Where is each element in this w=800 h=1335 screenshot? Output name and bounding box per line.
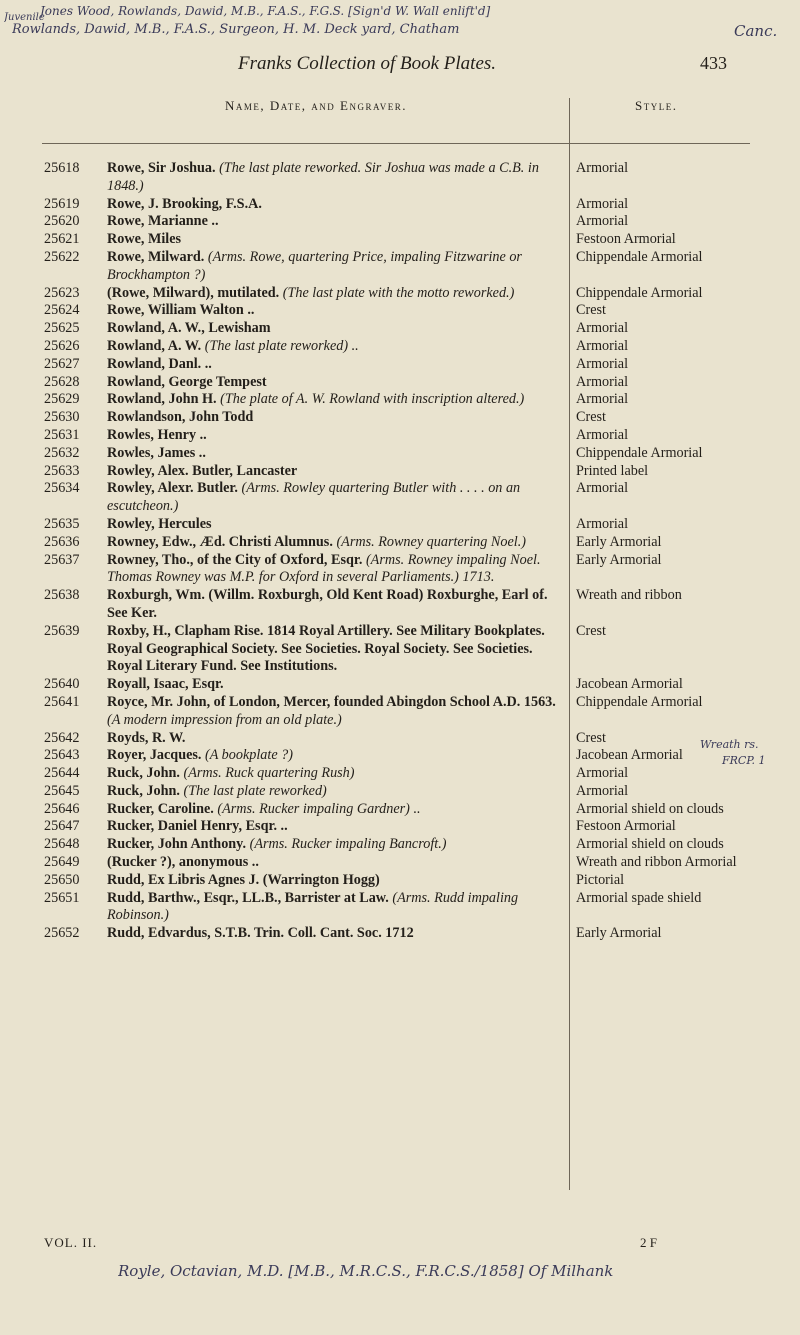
entry-name [107, 249, 562, 285]
entry-owner: Rowney, Edw., Æd. Christi Alumnus. [107, 533, 333, 550]
entry-number: 25631 [44, 426, 80, 443]
entry-owner: Rudd, Ex Libris Agnes J. (Warrington Hogg) [107, 871, 380, 888]
entry-number: 25621 [44, 231, 80, 248]
handwritten-margin-note: Wreath rs. [700, 738, 759, 751]
entry-owner: Rowe, Sir Joshua. [107, 160, 216, 176]
entry-number: 25620 [44, 213, 80, 230]
entry-note: (The last plate reworked) [183, 782, 327, 799]
entry-note: (Arms. Rowney quartering Noel.) [336, 533, 526, 550]
entry-number: 25633 [44, 462, 80, 479]
entry-name [107, 676, 562, 694]
list-item [0, 338, 800, 356]
entry-number: 25641 [44, 693, 80, 710]
entry-style: Early Armorial [576, 533, 662, 550]
entry-owner: Rowney, Tho., of the City of Oxford, Esqr. [107, 551, 363, 568]
entry-style: Armorial [576, 160, 629, 176]
entry-number: 25636 [44, 533, 80, 550]
entry-name [107, 801, 562, 819]
entry-name [107, 160, 562, 196]
entry-style: Armorial shield on clouds [576, 836, 724, 853]
handwritten-annotation-top: Jones Wood, Rowlands, Dawid, M.B., F.A.S., F.G.S. [Sign'd W. Wall enlift'd] [40, 4, 491, 18]
entry-name [107, 783, 562, 801]
entry-owner: (Rucker ?), anonymous .. [107, 854, 259, 871]
entry-number: 25623 [44, 284, 80, 301]
list-item [0, 231, 800, 249]
entry-name [107, 854, 562, 872]
entry-style: Armorial [576, 355, 629, 372]
entry-note: (The last plate reworked. Sir Joshua was made a C.B. in 1848.) [107, 160, 539, 194]
entry-name [107, 890, 562, 926]
list-item [0, 676, 800, 694]
entry-style: Crest [576, 622, 606, 639]
entry-style: Jacobean Armorial [576, 747, 683, 764]
list-item [0, 694, 800, 730]
list-item [0, 302, 800, 320]
entry-name [107, 391, 562, 409]
list-item [0, 836, 800, 854]
entry-owner: Rowland, George Tempest [107, 373, 267, 390]
entry-name [107, 285, 562, 303]
entry-name [107, 302, 562, 320]
entry-style: Armorial [576, 337, 629, 354]
entry-owner: Rowlandson, John Todd [107, 409, 254, 426]
entry-number: 25644 [44, 765, 80, 782]
entry-number: 25650 [44, 871, 80, 888]
entry-name [107, 747, 562, 765]
entry-number: 25640 [44, 676, 80, 693]
entry-style: Jacobean Armorial [576, 676, 683, 693]
entry-style: Early Armorial [576, 551, 662, 568]
entry-number: 25651 [44, 889, 80, 906]
entry-owner: (Rowe, Milward), mutilated. [107, 284, 280, 301]
entry-owner: Rowley, Alexr. Butler. [107, 480, 238, 497]
entry-style: Armorial [576, 195, 629, 212]
entry-note: (Arms. Rowney impaling Noel. Thomas Rowney was M.P. for Oxford in several Parliaments.) 1713. [107, 551, 541, 586]
list-item [0, 730, 800, 748]
entry-name [107, 463, 562, 481]
entry-number: 25646 [44, 800, 80, 817]
handwritten-annotation-top-left: Juvenile [4, 12, 45, 23]
entry-style: Chippendale Armorial [576, 444, 703, 461]
entry-name [107, 409, 562, 427]
entry-number: 25630 [44, 409, 80, 426]
entry-owner: Rowe, Miles [107, 231, 182, 248]
entry-name [107, 872, 562, 890]
entry-number: 25634 [44, 480, 80, 497]
entry-note: (The plate of A. W. Rowland with inscription altered.) [220, 391, 525, 408]
entry-style: Wreath and ribbon [576, 587, 682, 604]
entry-number: 25648 [44, 836, 80, 853]
entry-number: 25628 [44, 373, 80, 390]
entry-style: Crest [576, 409, 606, 426]
list-item [0, 196, 800, 214]
entry-number: 25635 [44, 515, 80, 532]
entry-owner: Rowland, John H. [107, 391, 217, 408]
entry-style: Armorial [576, 480, 629, 497]
list-item [0, 391, 800, 409]
entry-name [107, 427, 562, 445]
entry-number: 25638 [44, 587, 80, 604]
entry-name [107, 623, 562, 676]
entry-owner: Roxburgh, Wm. (Willm. Roxburgh, Old Kent Road) Roxburghe, Earl of. See Ker. [107, 587, 548, 621]
list-item [0, 463, 800, 481]
list-item [0, 783, 800, 801]
entry-style: Armorial [576, 765, 629, 782]
handwritten-annotation-bottom: Royle, Octavian, M.D. [M.B., M.R.C.S., F.R.C.S./1858] Of Milhank [118, 1262, 614, 1280]
entry-number: 25624 [44, 302, 80, 319]
entry-owner: Rowland, A. W. [107, 337, 202, 354]
entry-style: Crest [576, 302, 606, 319]
list-item [0, 854, 800, 872]
entry-style: Early Armorial [576, 925, 662, 942]
entry-name [107, 231, 562, 249]
entry-note: (Arms. Rucker impaling Bancroft.) [249, 836, 447, 853]
entry-owner: Rowe, Marianne .. [107, 213, 219, 230]
entry-name [107, 356, 562, 374]
running-title: Franks Collection of Book Plates. [238, 53, 497, 74]
list-item [0, 213, 800, 231]
entry-note: (Arms. Rucker impaling Gardner) .. [217, 800, 421, 817]
entry-style: Festoon Armorial [576, 231, 676, 248]
list-item [0, 623, 800, 676]
entry-number: 25629 [44, 391, 80, 408]
list-item [0, 160, 800, 196]
entry-number: 25622 [44, 248, 80, 265]
entry-style: Armorial [576, 391, 629, 408]
entry-note: (Arms. Rowley quartering Butler with . . . . on an escutcheon.) [107, 480, 521, 515]
entry-name [107, 213, 562, 231]
entry-note: (A modern impression from an old plate.) [107, 711, 342, 728]
list-item [0, 801, 800, 819]
entry-style: Armorial shield on clouds [576, 800, 724, 817]
list-item [0, 765, 800, 783]
column-heading-name: Name, Date, and Engraver. [225, 98, 408, 113]
entry-name [107, 445, 562, 463]
entry-name [107, 587, 562, 623]
entry-owner: Rucker, John Anthony. [107, 836, 247, 853]
entry-name [107, 552, 562, 588]
list-item [0, 445, 800, 463]
entry-style: Armorial [576, 426, 629, 443]
entry-style: Armorial [576, 373, 629, 390]
list-item [0, 285, 800, 303]
entry-name [107, 836, 562, 854]
entry-owner: Royer, Jacques. [107, 747, 202, 764]
entry-style: Armorial spade shield [576, 889, 702, 906]
entry-note: (Arms. Rudd impaling Robinson.) [107, 889, 519, 924]
entry-number: 25647 [44, 818, 80, 835]
entry-style: Chippendale Armorial [576, 693, 703, 710]
entry-number: 25652 [44, 925, 80, 942]
entry-number: 25649 [44, 854, 80, 871]
entry-number: 25632 [44, 444, 80, 461]
header-rule [42, 143, 750, 144]
entry-owner: Rudd, Edvardus, S.T.B. Trin. Coll. Cant. Soc. 1712 [107, 925, 414, 942]
entry-owner: Rowles, James .. [107, 444, 206, 461]
entry-owner: Rowland, Danl. .. [107, 355, 212, 372]
entry-name [107, 338, 562, 356]
list-item [0, 516, 800, 534]
entry-note: (Arms. Ruck quartering Rush) [183, 765, 355, 782]
volume-label: VOL. II. [44, 1235, 98, 1250]
list-item [0, 427, 800, 445]
entry-number: 25619 [44, 195, 80, 212]
entry-note: (The last plate reworked) .. [204, 337, 359, 354]
list-item [0, 409, 800, 427]
signature-mark: 2 F [640, 1235, 657, 1250]
entry-name [107, 516, 562, 534]
list-item [0, 356, 800, 374]
list-item [0, 320, 800, 338]
entry-name [107, 480, 562, 516]
entry-number: 25639 [44, 622, 80, 639]
entry-name [107, 320, 562, 338]
entry-number: 25643 [44, 747, 80, 764]
handwritten-annotation-second: Rowlands, Dawid, M.B., F.A.S., Surgeon, H. M. Deck yard, Chatham [12, 22, 460, 37]
entry-style: Chippendale Armorial [576, 284, 703, 301]
entry-style: Festoon Armorial [576, 818, 676, 835]
entry-name [107, 534, 562, 552]
list-item [0, 249, 800, 285]
entry-owner: Rowley, Alex. Butler, Lancaster [107, 462, 298, 479]
entry-owner: Rowley, Hercules [107, 515, 212, 532]
entry-note: (A bookplate ?) [205, 747, 293, 764]
page-number: 433 [700, 53, 727, 73]
list-item [0, 818, 800, 836]
list-item [0, 587, 800, 623]
entry-number: 25618 [44, 160, 80, 176]
entry-name [107, 694, 562, 730]
entry-owner: Roxby, H., Clapham Rise. 1814 Royal Artillery. See Military Bookplates. Royal Geographical Society. See Societies. Royal Society. See Societies. Royal Literary Fund. See Institutions. [107, 622, 545, 675]
entry-owner: Rucker, Caroline. [107, 800, 214, 817]
list-item [0, 374, 800, 392]
entry-name [107, 374, 562, 392]
entry-name [107, 730, 562, 748]
entry-style: Armorial [576, 213, 629, 230]
entry-name [107, 818, 562, 836]
entry-owner: Ruck, John. [107, 782, 180, 799]
entry-style: Armorial [576, 515, 629, 532]
entry-style: Armorial [576, 782, 629, 799]
entry-name [107, 196, 562, 214]
entry-style: Wreath and ribbon Armorial [576, 854, 737, 871]
entry-owner: Rucker, Daniel Henry, Esqr. .. [107, 818, 288, 835]
entry-style: Crest [576, 729, 606, 746]
entry-number: 25642 [44, 729, 80, 746]
entry-owner: Rowles, Henry .. [107, 426, 207, 443]
entry-owner: Royds, R. W. [107, 729, 186, 746]
handwritten-annotation-right: Canc. [734, 22, 778, 40]
entry-style: Armorial [576, 320, 629, 337]
entry-note: (Arms. Rowe, quartering Price, impaling Fitzwarine or Brockhampton ?) [107, 248, 522, 283]
list-item [0, 552, 800, 588]
entry-owner: Ruck, John. [107, 765, 180, 782]
entry-style: Printed label [576, 462, 649, 479]
entry-owner: Royce, Mr. John, of London, Mercer, founded Abingdon School A.D. 1563. [107, 693, 556, 710]
entry-style: Pictorial [576, 871, 625, 888]
catalogue-entries [0, 160, 800, 943]
entry-name [107, 765, 562, 783]
entry-style: Chippendale Armorial [576, 248, 703, 265]
entry-number: 25627 [44, 355, 80, 372]
list-item [0, 872, 800, 890]
entry-number: 25645 [44, 782, 80, 799]
entry-number: 25625 [44, 320, 80, 337]
column-heading-style: Style. [635, 98, 678, 113]
entry-owner: Rudd, Barthw., Esqr., LL.B., Barrister at Law. [107, 889, 389, 906]
entry-owner: Rowe, Milward. [107, 248, 205, 265]
entry-number: 25637 [44, 551, 80, 568]
list-item [0, 534, 800, 552]
entry-number: 25626 [44, 337, 80, 354]
entry-note: (The last plate with the motto reworked.) [282, 284, 515, 301]
list-item [0, 925, 800, 943]
list-item [0, 747, 800, 765]
entry-owner: Royall, Isaac, Esqr. [107, 676, 224, 693]
list-item [0, 480, 800, 516]
handwritten-margin-note: FRCP. 1 [722, 754, 766, 767]
list-item [0, 890, 800, 926]
entry-name [107, 925, 562, 943]
entry-owner: Rowe, William Walton .. [107, 302, 255, 319]
entry-owner: Rowland, A. W., Lewisham [107, 320, 271, 337]
entry-owner: Rowe, J. Brooking, F.S.A. [107, 195, 262, 212]
